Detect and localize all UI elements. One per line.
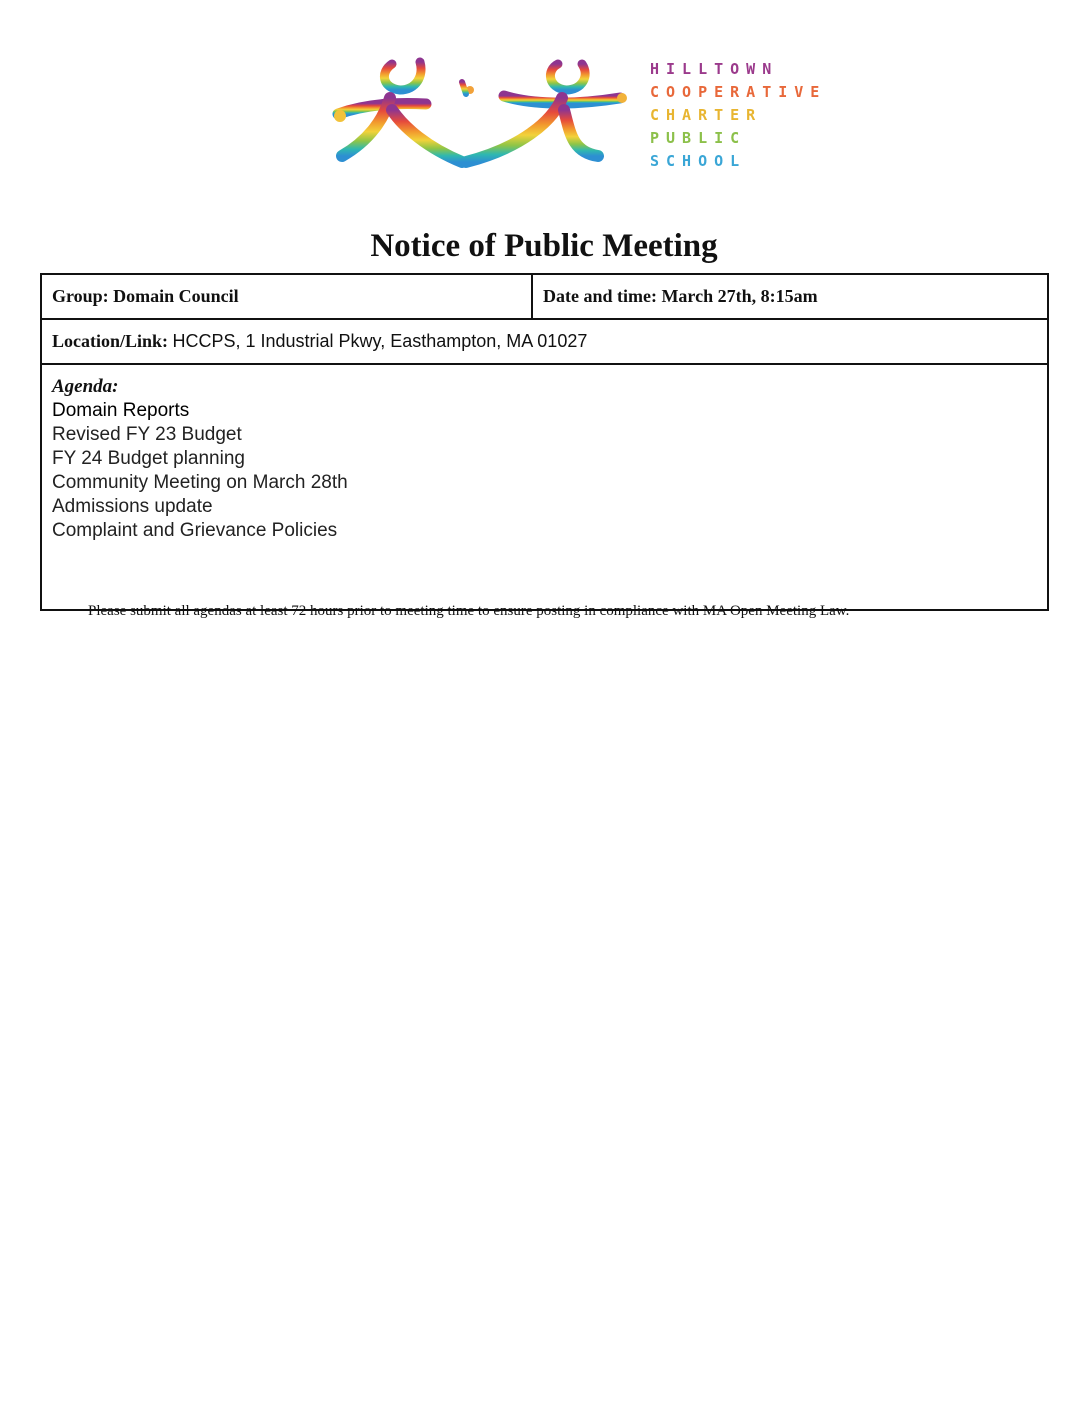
datetime-value: March 27th, 8:15am [661, 286, 818, 306]
wordmark-line-1: HILLTOWN [650, 60, 779, 78]
agenda-item: Revised FY 23 Budget [52, 424, 242, 445]
datetime-cell [532, 274, 1048, 319]
group-label: Group: [52, 286, 109, 306]
wordmark-line-4: PUBLIC [650, 129, 747, 147]
group-value: Domain Council [113, 286, 239, 306]
agenda-item: Admissions update [52, 496, 213, 517]
agenda-list [52, 399, 1037, 543]
group-datetime-row [41, 274, 1048, 319]
wordmark-line-2: COOPERATIVE [650, 83, 827, 101]
location-row [41, 319, 1048, 364]
location-label: Location/Link: [52, 331, 169, 351]
school-name-wordmark [650, 58, 826, 173]
group-cell [41, 274, 532, 319]
agenda-item: Domain Reports [52, 400, 190, 421]
rainbow-figures-logo-icon [320, 52, 630, 182]
location-value: HCCPS, 1 Industrial Pkwy, Easthampton, MA 01027 [172, 331, 588, 351]
location-cell [41, 319, 1048, 364]
submission-policy-note: Please submit all agendas at least 72 hours prior to meeting time to ensure posting in compliance with MA Open Meeting Law. [88, 603, 850, 619]
datetime-label: Date and time: [543, 286, 657, 306]
wordmark-line-3: CHARTER [650, 106, 763, 124]
agenda-item: FY 24 Budget planning [52, 448, 245, 469]
agenda-item: Community Meeting on March 28th [52, 472, 348, 493]
agenda-row [41, 364, 1048, 610]
page-title: Notice of Public Meeting [370, 228, 718, 264]
agenda-cell [41, 364, 1048, 610]
wordmark-line-5: SCHOOL [650, 152, 747, 170]
school-logo [320, 52, 827, 182]
agenda-item: Complaint and Grievance Policies [52, 520, 338, 541]
agenda-label: Agenda: [52, 376, 119, 397]
meeting-details-table [40, 273, 1049, 611]
